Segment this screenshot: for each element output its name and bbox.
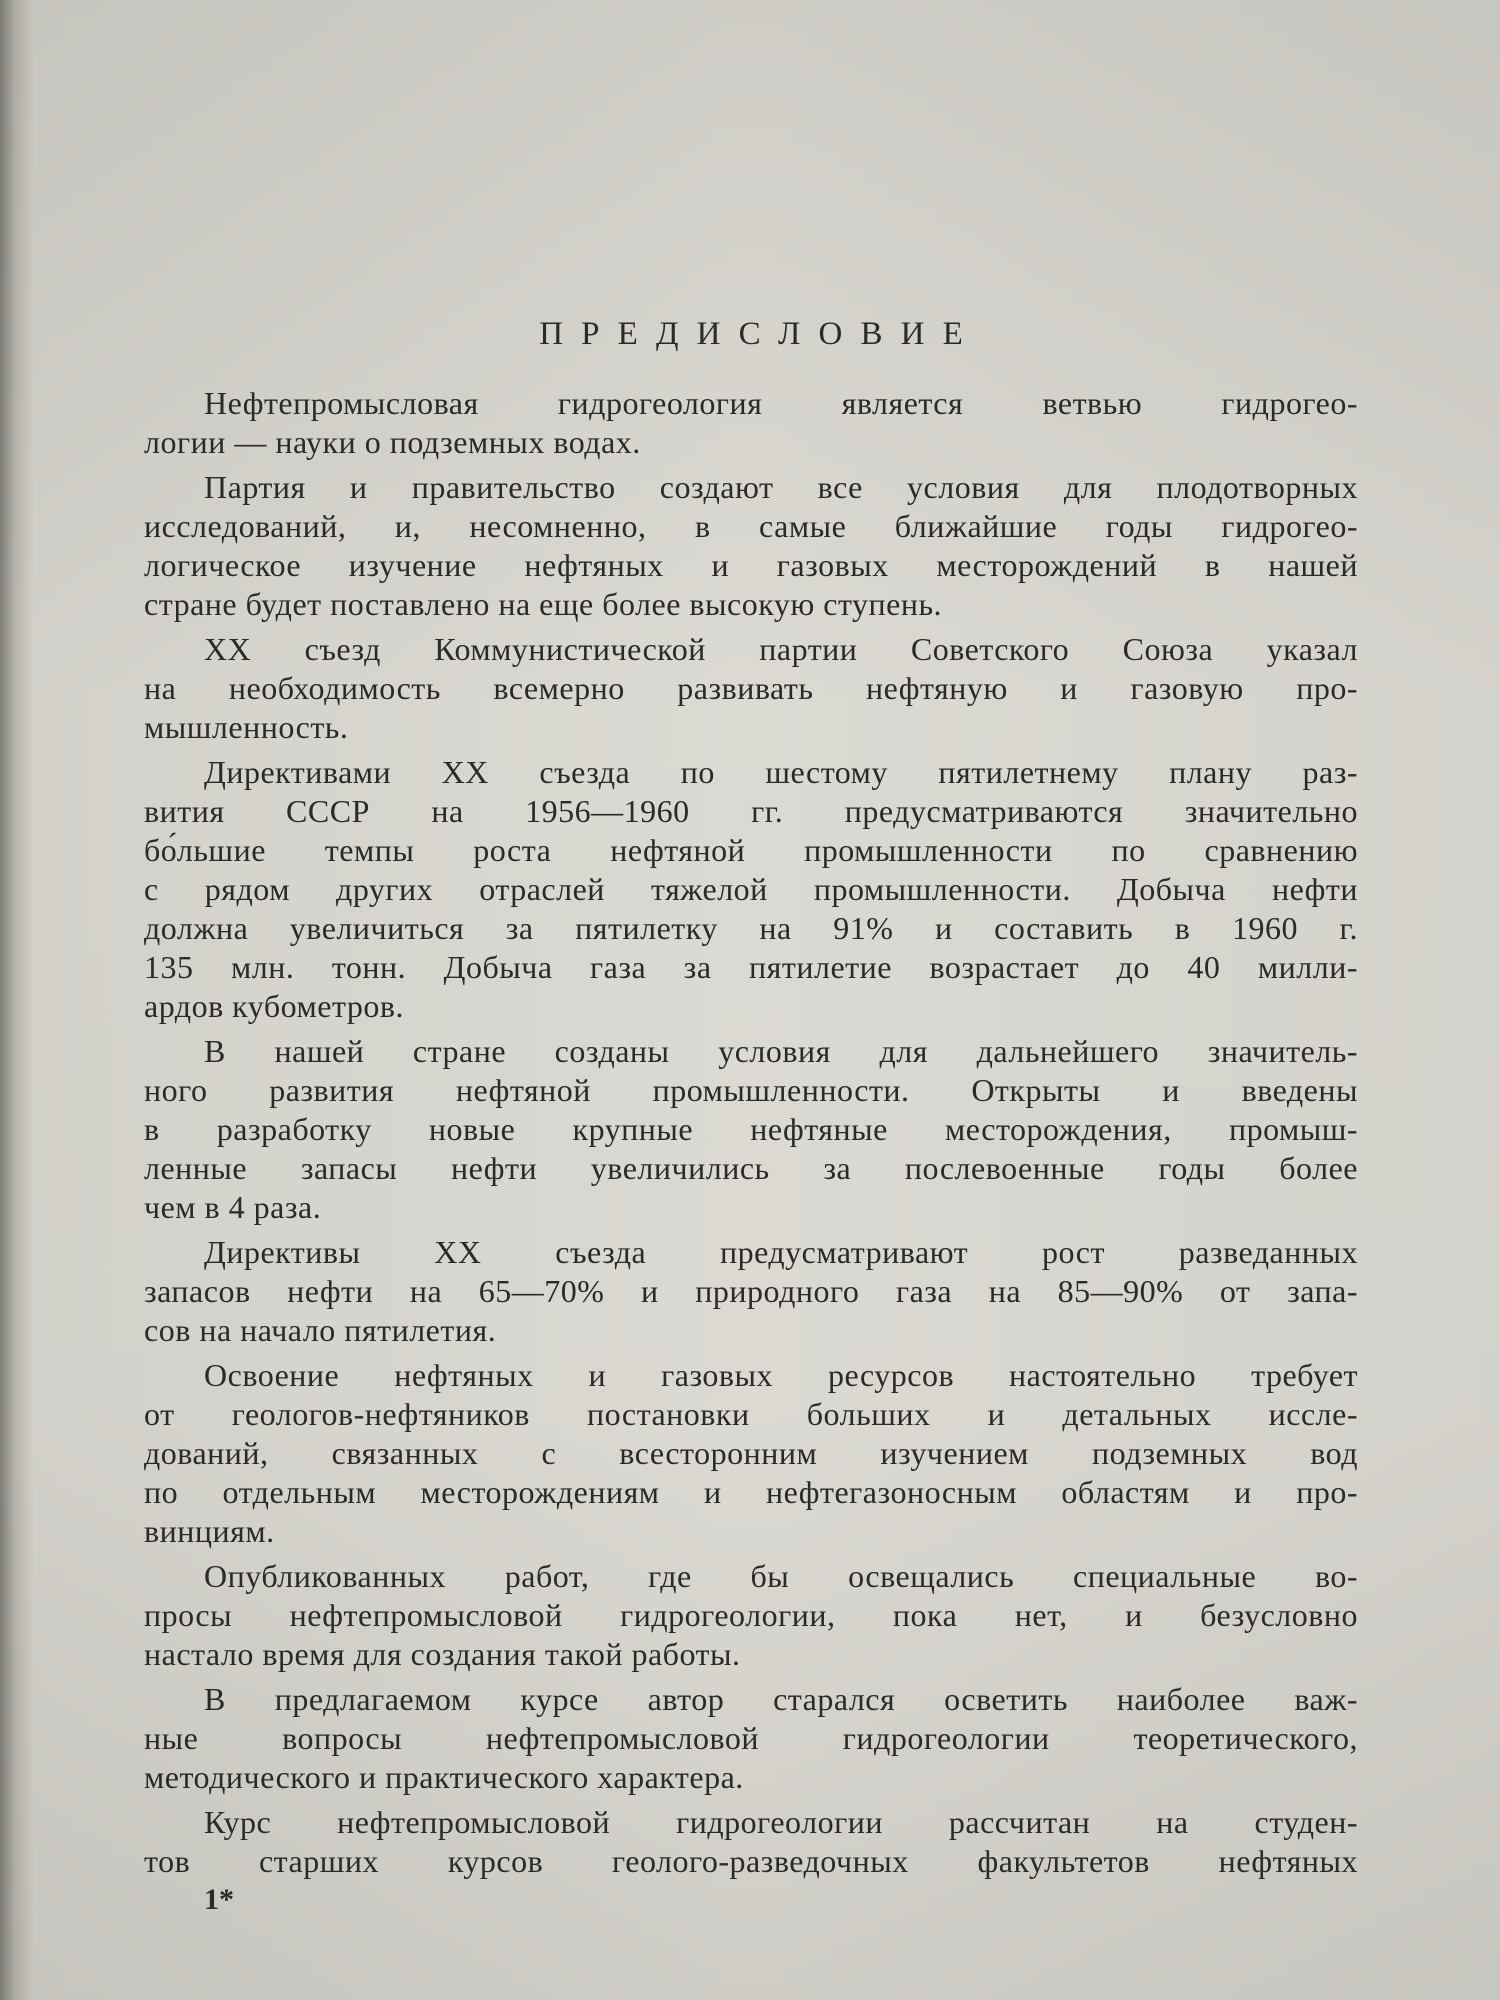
text-line: Директивами XX съезда по шестому пятилетнему плану раз- <box>204 754 1358 790</box>
paragraph <box>144 1032 1358 1227</box>
text-line: ного развития нефтяной промышленности. Открыты и введены <box>144 1072 1358 1108</box>
text-line: Нефтепромысловая гидрогеология является ветвью гидрогео- <box>204 385 1358 421</box>
text-line: с рядом других отраслей тяжелой промышленности. Добыча нефти <box>144 871 1358 907</box>
text-line: дований, связанных с всесторонним изучением подземных вод <box>144 1435 1358 1471</box>
paragraph <box>144 1233 1358 1350</box>
text-line: В нашей стране созданы условия для дальнейшего значитель- <box>204 1033 1358 1069</box>
paragraph <box>144 630 1358 747</box>
text-line: Партия и правительство создают все условия для плодотворных <box>204 469 1358 505</box>
text-line: запасов нефти на 65—70% и природного газа на 85—90% от запа- <box>144 1273 1358 1309</box>
page-title: ПРЕДИСЛОВИЕ <box>539 316 981 352</box>
text-line: просы нефтепромысловой гидрогеологии, пока нет, и безусловно <box>144 1597 1358 1633</box>
text-line: ардов кубометров. <box>144 988 404 1024</box>
paragraph <box>144 468 1358 624</box>
text-line: мышленность. <box>144 709 349 745</box>
text-line: от геологов-нефтяников постановки больших и детальных иссле- <box>144 1396 1358 1432</box>
text-line: должна увеличиться за пятилетку на 91% и составить в 1960 г. <box>144 910 1358 946</box>
text-line: настало время для создания такой работы. <box>144 1636 741 1672</box>
text-line: XX съезд Коммунистической партии Советского Союза указал <box>204 631 1358 667</box>
text-line: в разработку новые крупные нефтяные месторождения, промыш- <box>144 1111 1358 1147</box>
text-line: В предлагаемом курсе автор старался осветить наиболее важ- <box>204 1681 1358 1717</box>
text-line: исследований, и, несомненно, в самые ближайшие годы гидрогео- <box>144 508 1358 544</box>
paragraph <box>144 384 1358 462</box>
text-line: стране будет поставлено на еще более высокую ступень. <box>144 586 943 622</box>
text-line: Директивы XX съезда предусматривают рост разведанных <box>204 1234 1358 1270</box>
text-line: чем в 4 раза. <box>144 1189 322 1225</box>
text-line: 135 млн. тонн. Добыча газа за пятилетие возрастает до 40 милли- <box>144 949 1358 985</box>
text-line: логическое изучение нефтяных и газовых месторождений в нашей <box>144 547 1358 583</box>
text-line: по отдельным месторождениям и нефтегазоносным областям и про- <box>144 1474 1358 1510</box>
paragraph <box>144 1356 1358 1551</box>
text-line: логии — науки о подземных водах. <box>144 424 641 460</box>
paragraph <box>144 1803 1358 1881</box>
text-line: винциям. <box>144 1513 275 1549</box>
paragraph <box>144 1557 1358 1674</box>
text-line: методического и практического характера. <box>144 1759 744 1795</box>
text-line: бо́льшие темпы роста нефтяной промышленности по сравнению <box>144 832 1358 868</box>
text-line: ленные запасы нефти увеличились за послевоенные годы более <box>144 1150 1358 1186</box>
text-line: Опубликованных работ, где бы освещались специальные во- <box>204 1558 1358 1594</box>
text-line: сов на начало пятилетия. <box>144 1312 497 1348</box>
text-line: Освоение нефтяных и газовых ресурсов настоятельно требует <box>204 1357 1358 1393</box>
text-line: на необходимость всемерно развивать нефтяную и газовую про- <box>144 670 1358 706</box>
paragraph <box>144 753 1358 1026</box>
text-line: ные вопросы нефтепромысловой гидрогеологии теоретического, <box>144 1720 1358 1756</box>
paragraph <box>144 1680 1358 1797</box>
text-line: Курс нефтепромысловой гидрогеологии рассчитан на студен- <box>204 1804 1358 1840</box>
text-line: вития СССР на 1956—1960 гг. предусматриваются значительно <box>144 793 1358 829</box>
text-line: тов старших курсов геолого-разведочных факультетов нефтяных <box>144 1843 1358 1879</box>
preface-text <box>144 384 1358 1881</box>
page-gutter-shadow <box>0 0 34 2000</box>
page-number: 1* <box>204 1883 234 1916</box>
